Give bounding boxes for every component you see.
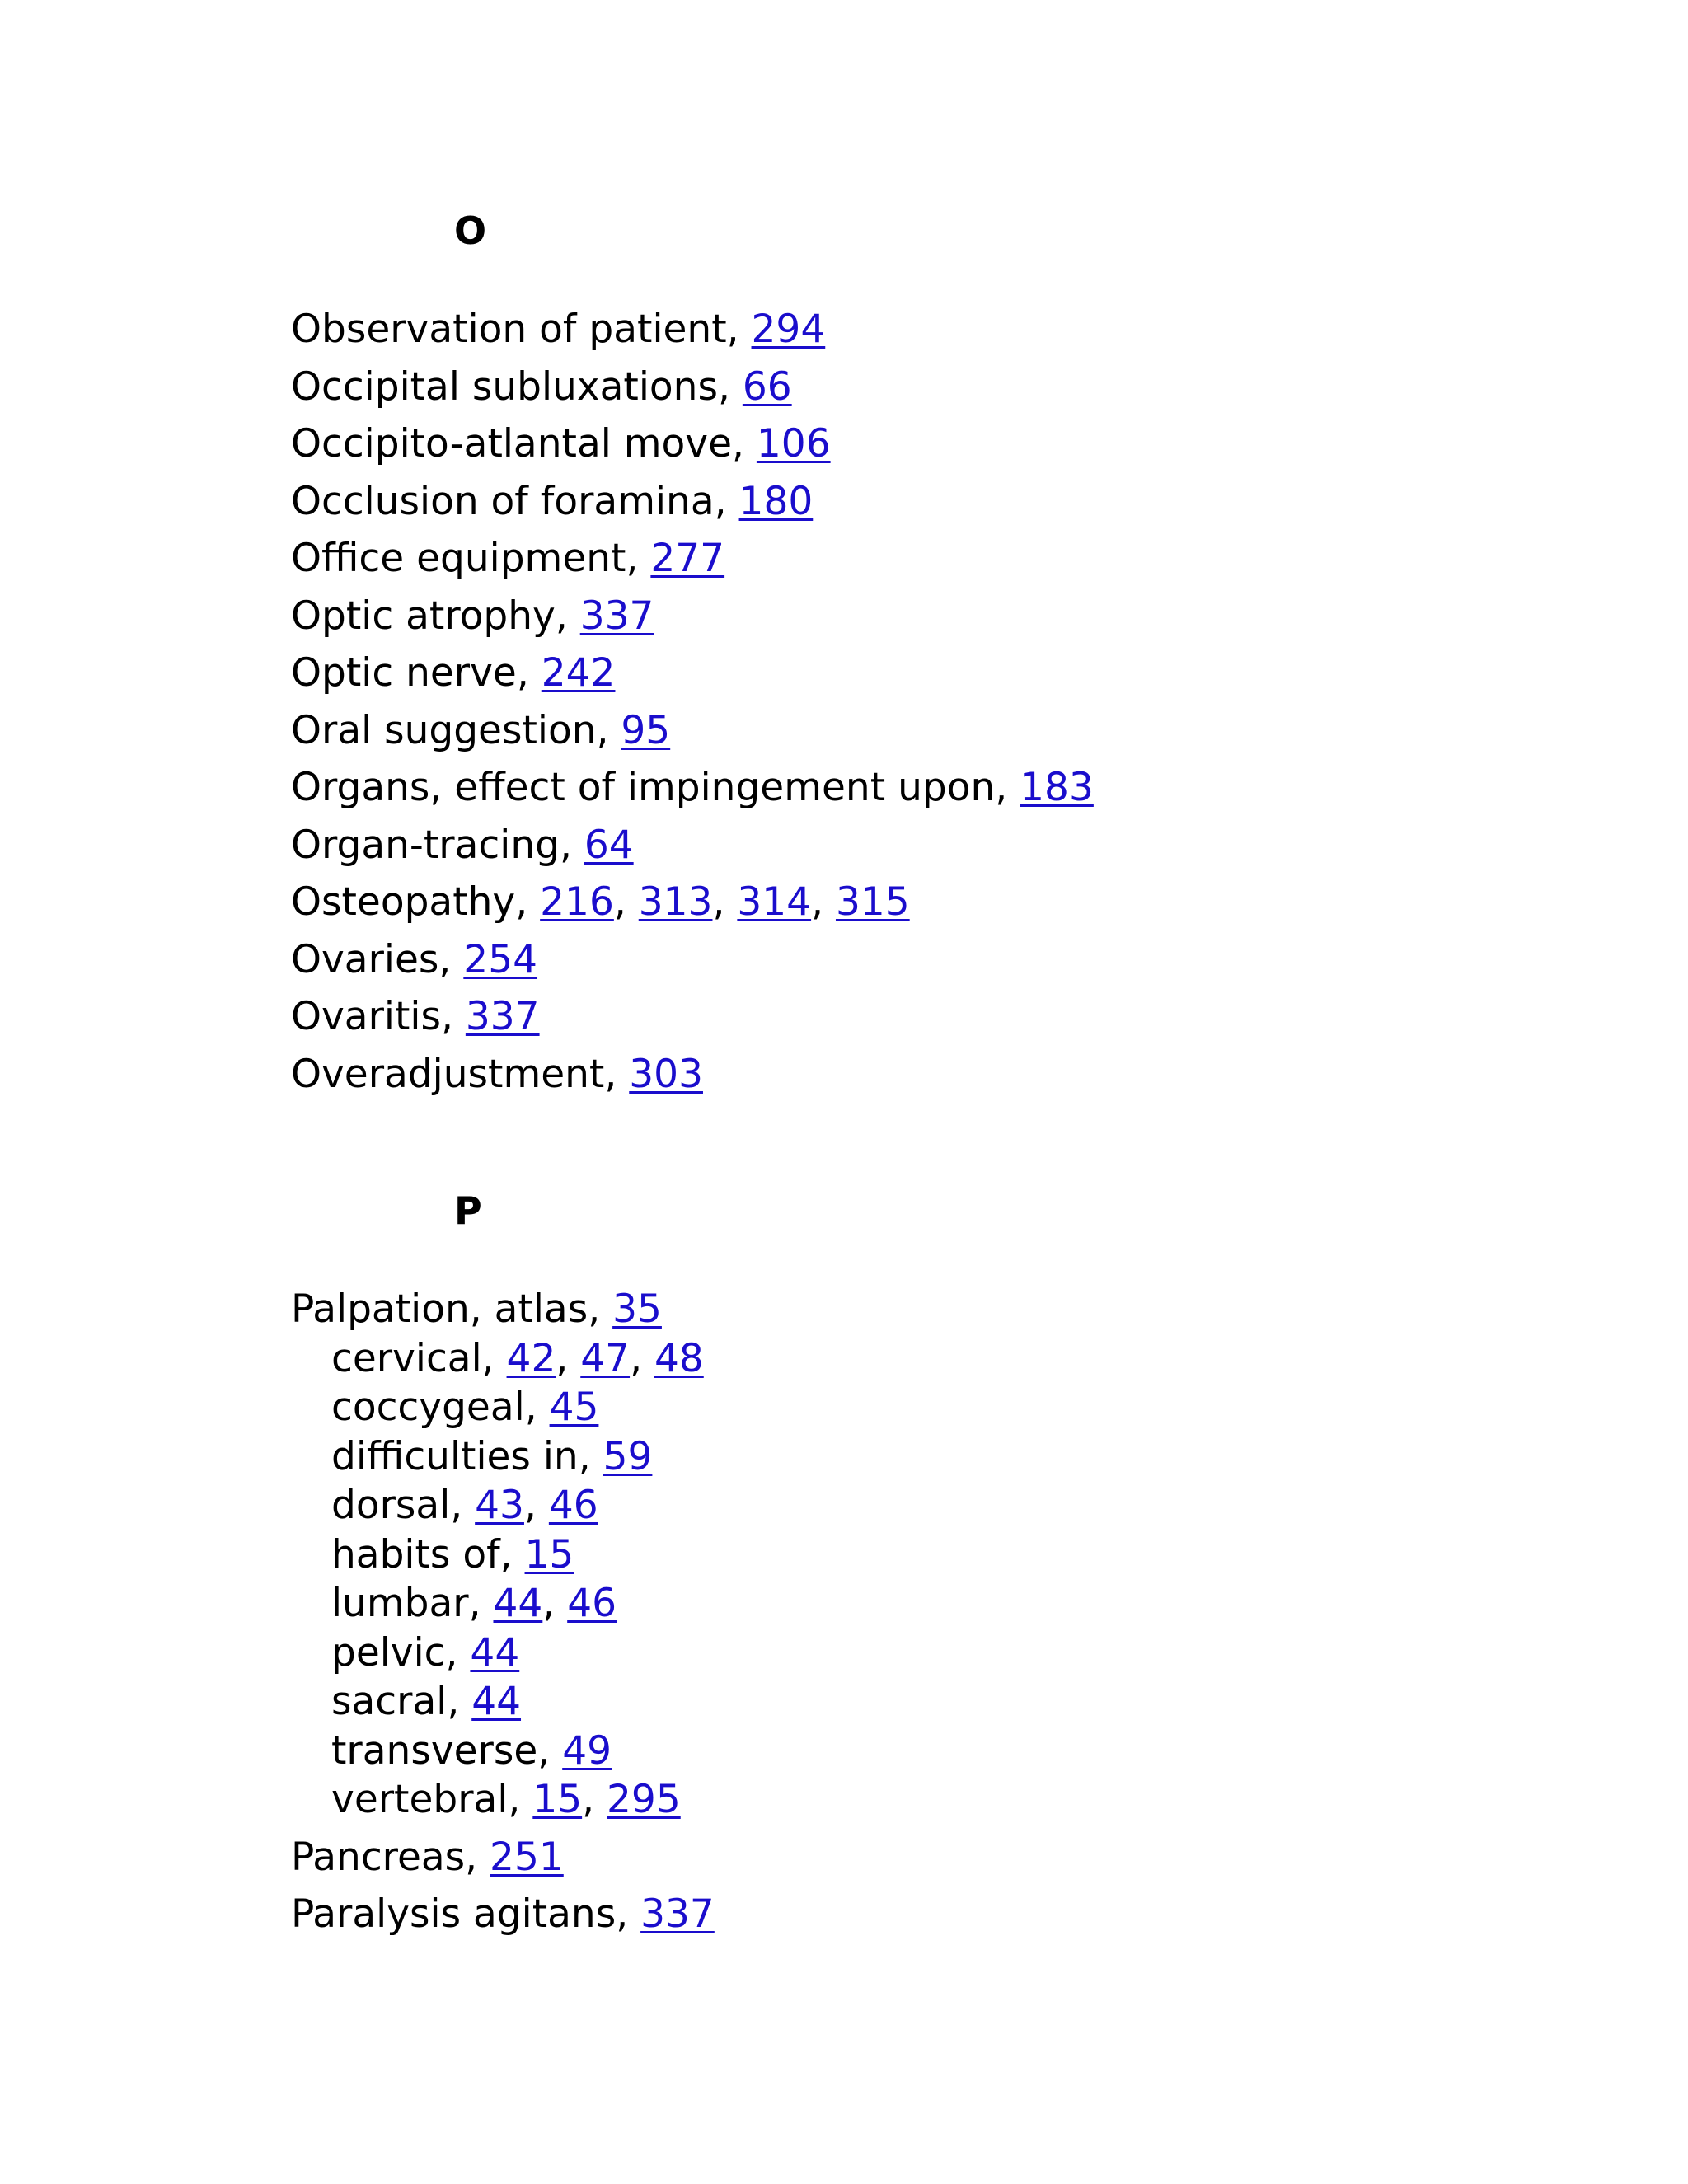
page-link[interactable]: 59 [603, 1434, 653, 1479]
page-link[interactable]: 277 [650, 536, 725, 581]
index-subentry: coccygeal, 45 [331, 1385, 599, 1430]
section-heading-o: O [454, 209, 487, 253]
page-link[interactable]: 43 [475, 1483, 524, 1528]
entry-term: Paralysis agitans [291, 1891, 617, 1937]
page-link[interactable]: 44 [471, 1679, 522, 1724]
entry-term: Oral suggestion [291, 708, 597, 753]
entry-term: coccygeal [331, 1385, 525, 1430]
entry-term: sacral [331, 1679, 448, 1724]
page-link[interactable]: 42 [506, 1336, 556, 1381]
index-entry: Oral suggestion, 95 [291, 708, 671, 753]
page-link[interactable]: 64 [584, 823, 634, 868]
index-entry: Ovaritis, 337 [291, 994, 540, 1039]
index-subentry: vertebral, 15, 295 [331, 1777, 681, 1822]
page-link[interactable]: 45 [549, 1385, 599, 1430]
page-link[interactable]: 303 [629, 1052, 703, 1097]
entry-term: Overadjustment [291, 1052, 605, 1097]
entry-term: Optic nerve [291, 650, 517, 696]
page-link[interactable]: 15 [524, 1532, 574, 1577]
index-entry: Occipital subluxations, 66 [291, 364, 792, 410]
index-subentry: cervical, 42, 47, 48 [331, 1336, 704, 1381]
index-entry: Ovaries, 254 [291, 937, 538, 982]
page-link[interactable]: 47 [580, 1336, 631, 1381]
entry-term: cervical [331, 1336, 482, 1381]
page-link[interactable]: 183 [1020, 765, 1094, 810]
entry-term: Occipito-atlantal move [291, 421, 733, 466]
page-link[interactable]: 337 [465, 994, 540, 1039]
entry-term: Organs, effect of impingement upon [291, 765, 996, 810]
index-subentry: pelvic, 44 [331, 1630, 520, 1675]
page-link[interactable]: 35 [612, 1286, 662, 1332]
page-link[interactable]: 106 [756, 421, 831, 466]
index-entry: Occipito-atlantal move, 106 [291, 421, 831, 466]
index-subentry: difficulties in, 59 [331, 1434, 653, 1479]
index-entry: Osteopathy, 216, 313, 314, 315 [291, 879, 910, 925]
index-subentry: habits of, 15 [331, 1532, 574, 1577]
page-link[interactable]: 180 [738, 479, 814, 524]
index-subentry: dorsal, 43, 46 [331, 1483, 598, 1528]
entry-term: Palpation, atlas [291, 1286, 588, 1332]
index-entry: Paralysis agitans, 337 [291, 1891, 715, 1937]
page-link[interactable]: 49 [562, 1728, 612, 1774]
page-link[interactable]: 44 [470, 1630, 520, 1675]
index-entry: Observation of patient, 294 [291, 307, 826, 352]
entry-term: dorsal [331, 1483, 451, 1528]
page-link[interactable]: 251 [490, 1835, 564, 1880]
page-link[interactable]: 242 [541, 650, 616, 696]
entry-term: Occlusion of foramina [291, 479, 715, 524]
page-link[interactable]: 46 [567, 1581, 617, 1626]
index-entry: Optic nerve, 242 [291, 650, 616, 696]
page-link[interactable]: 46 [548, 1483, 598, 1528]
page-link[interactable]: 337 [640, 1891, 715, 1937]
entry-term: Ovaries [291, 937, 439, 982]
page-link[interactable]: 337 [579, 593, 654, 639]
entry-term: difficulties in [331, 1434, 579, 1479]
section-heading-p: P [454, 1188, 482, 1233]
page-link[interactable]: 254 [463, 937, 538, 982]
page-link[interactable]: 295 [607, 1777, 681, 1822]
page-link[interactable]: 313 [638, 879, 713, 925]
entry-term: Ovaritis [291, 994, 441, 1039]
entry-term: Osteopathy [291, 879, 516, 925]
entry-term: Organ-tracing [291, 823, 560, 868]
entry-term: Office equipment [291, 536, 626, 581]
index-entry: Occlusion of foramina, 180 [291, 479, 814, 524]
entry-term: vertebral [331, 1777, 509, 1822]
entry-term: lumbar [331, 1581, 469, 1626]
entry-term: habits of [331, 1532, 500, 1577]
index-subentry: lumbar, 44, 46 [331, 1581, 617, 1626]
entry-term: pelvic [331, 1630, 446, 1675]
page-link[interactable]: 314 [737, 879, 812, 925]
index-entry: Pancreas, 251 [291, 1835, 564, 1880]
index-subentry: transverse, 49 [331, 1728, 612, 1774]
page-link[interactable]: 48 [654, 1336, 704, 1381]
page-link[interactable]: 44 [493, 1581, 543, 1626]
index-entry: Palpation, atlas, 35 [291, 1286, 662, 1332]
entry-term: Observation of patient [291, 307, 727, 352]
page-link[interactable]: 315 [835, 879, 910, 925]
page-link[interactable]: 66 [742, 364, 792, 410]
entry-term: Occipital subluxations [291, 364, 718, 410]
entry-term: Optic atrophy [291, 593, 556, 639]
index-subentry: sacral, 44 [331, 1679, 522, 1724]
index-entry: Organ-tracing, 64 [291, 823, 634, 868]
page-link[interactable]: 95 [621, 708, 671, 753]
entry-term: Pancreas [291, 1835, 466, 1880]
index-entry: Overadjustment, 303 [291, 1052, 703, 1097]
index-entry: Optic atrophy, 337 [291, 593, 654, 639]
page-link[interactable]: 216 [540, 879, 614, 925]
index-entry: Organs, effect of impingement upon, 183 [291, 765, 1094, 810]
page-link[interactable]: 294 [751, 307, 826, 352]
entry-term: transverse [331, 1728, 538, 1774]
index-entry: Office equipment, 277 [291, 536, 725, 581]
page-link[interactable]: 15 [532, 1777, 583, 1822]
